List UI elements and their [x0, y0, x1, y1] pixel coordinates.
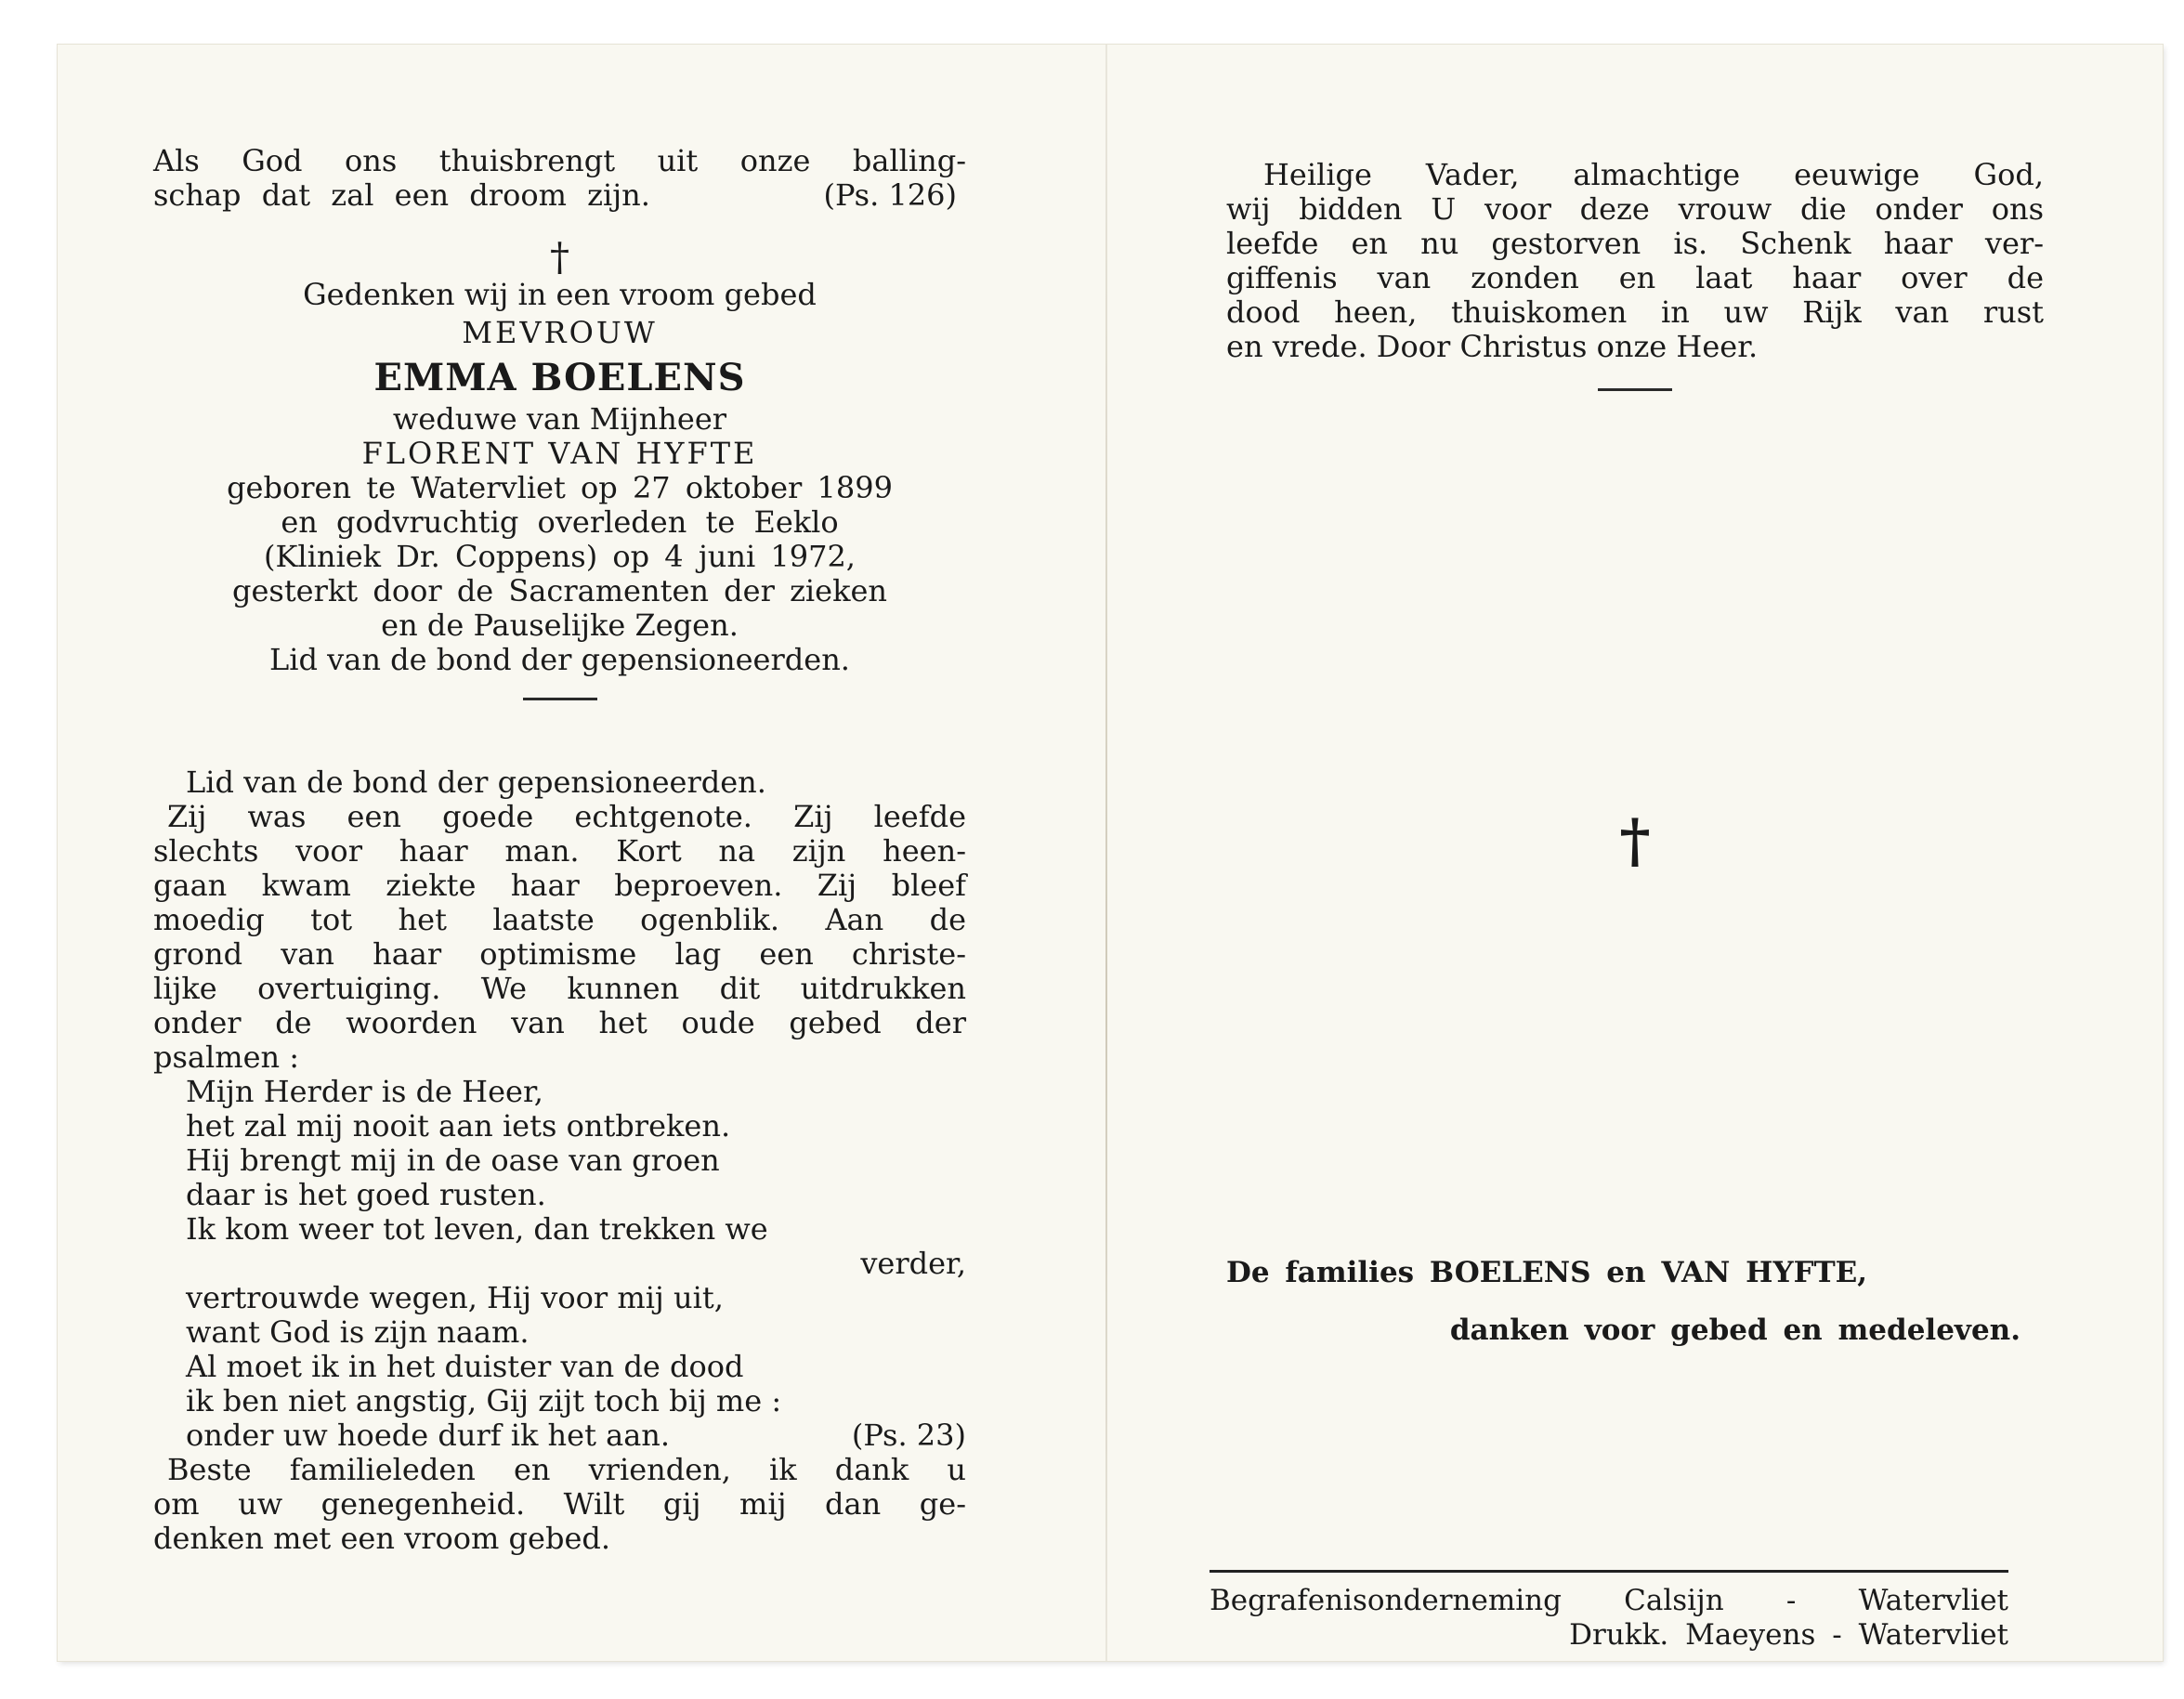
intro-text: Gedenken wij in een vroom gebed	[303, 277, 817, 312]
body-line: grond van haar optimisme lag een christe-	[153, 936, 966, 972]
body-line: psalmen :	[153, 1039, 300, 1075]
footer-line: Drukk. Maeyens - Watervliet	[1569, 1618, 2008, 1652]
prayer-line: wij bidden U voor deze vrouw die onder ons	[1226, 191, 2044, 227]
psalm-line: ik ben niet angstig, Gij zijt toch bij me :	[186, 1383, 782, 1418]
psalm-line: Mijn Herder is de Heer,	[186, 1074, 543, 1109]
verse-text: schap dat zal een droom zijn.	[153, 177, 650, 213]
psalm-line-last	[153, 1418, 966, 1453]
closing-line: denken met een vroom gebed.	[153, 1521, 611, 1556]
closing-line: Beste familieleden en vrienden, ik dank u	[167, 1452, 966, 1487]
closing-line: om uw genegenheid. Wilt gij mij dan ge-	[153, 1486, 966, 1522]
psalm-line: vertrouwde wegen, Hij voor mij uit,	[186, 1280, 724, 1315]
card-fold	[1105, 45, 1107, 1661]
psalm-line: Ik kom weer tot leven, dan trekken we	[186, 1211, 768, 1247]
title-mevrouw: MEVROUW	[462, 315, 658, 350]
body-line: Zij was een goede echtgenote. Zij leefde	[167, 799, 966, 834]
cross-icon: †	[550, 234, 569, 280]
deceased-name: EMMA BOELENS	[373, 356, 746, 399]
body-line: onder de woorden van het oude gebed der	[153, 1005, 966, 1040]
prayer-line: giffenis van zonden en laat haar over de	[1226, 260, 2044, 295]
body-line: moedig tot het laatste ogenblik. Aan de	[153, 902, 966, 937]
bio-line: en de Pauselijke Zegen.	[381, 608, 739, 643]
footer	[1210, 1584, 2008, 1653]
left-panel	[153, 144, 966, 1556]
body-line: lijke overtuiging. We kunnen dit uitdrukken	[153, 971, 966, 1006]
psalm-text: onder uw hoede durf ik het aan.	[186, 1418, 671, 1453]
husband-name: FLORENT VAN HYFTE	[361, 436, 758, 471]
body-line: Lid van de bond der gepensioneerden.	[186, 765, 766, 800]
body-text	[153, 765, 966, 1556]
psalm-reference: (Ps. 23)	[851, 1418, 966, 1453]
families-text: De families BOELENS en VAN HYFTE,	[1226, 1256, 1868, 1289]
bio-line: Lid van de bond der gepensioneerden.	[269, 642, 850, 677]
bio-line: (Kliniek Dr. Coppens) op 4 juni 1972,	[264, 539, 856, 574]
bio-line: gesterkt door de Sacramenten der zieken	[231, 573, 888, 608]
psalm-line: daar is het goed rusten.	[186, 1177, 546, 1212]
psalm-line: verder,	[860, 1246, 966, 1281]
body-line: slechts voor haar man. Kort na zijn heen-	[153, 833, 966, 869]
prayer-line: en vrede. Door Christus onze Heer.	[1226, 329, 1759, 364]
verse-line: Als God ons thuisbrengt uit onze balling-	[153, 143, 966, 178]
verse-line-2	[153, 178, 966, 213]
verse-reference: (Ps. 126)	[823, 177, 957, 213]
prayer-line: Heilige Vader, almachtige eeuwige God,	[1263, 157, 2044, 192]
body-line: gaan kwam ziekte haar beproeven. Zij bleef	[153, 868, 966, 903]
psalm-line: Al moet ik in het duister van de dood	[186, 1349, 744, 1384]
psalm-line: het zal mij nooit aan iets ontbreken.	[186, 1108, 731, 1144]
right-panel	[1226, 157, 2044, 1347]
widow-of-text: weduwe van Mijnheer	[392, 401, 727, 437]
footer-line: Begrafenisonderneming Calsijn - Watervliet	[1210, 1584, 2008, 1617]
prayer-line: dood heen, thuiskomen in uw Rijk van rust	[1226, 294, 2044, 330]
thanks-text: danken voor gebed en medeleven.	[1449, 1313, 2021, 1347]
divider	[1598, 388, 1672, 391]
footer-divider	[1210, 1570, 2008, 1573]
psalm-line: want God is zijn naam.	[186, 1314, 530, 1350]
bio-line: geboren te Watervliet op 27 oktober 1899	[227, 470, 893, 505]
psalm-line: Hij brengt mij in de oase van groen	[186, 1143, 720, 1178]
bio-line: en godvruchtig overleden te Eeklo	[281, 504, 839, 540]
prayer-line: leefde en nu gestorven is. Schenk haar ver-	[1226, 226, 2044, 261]
divider	[523, 698, 597, 700]
cross-icon: †	[1619, 806, 1651, 876]
